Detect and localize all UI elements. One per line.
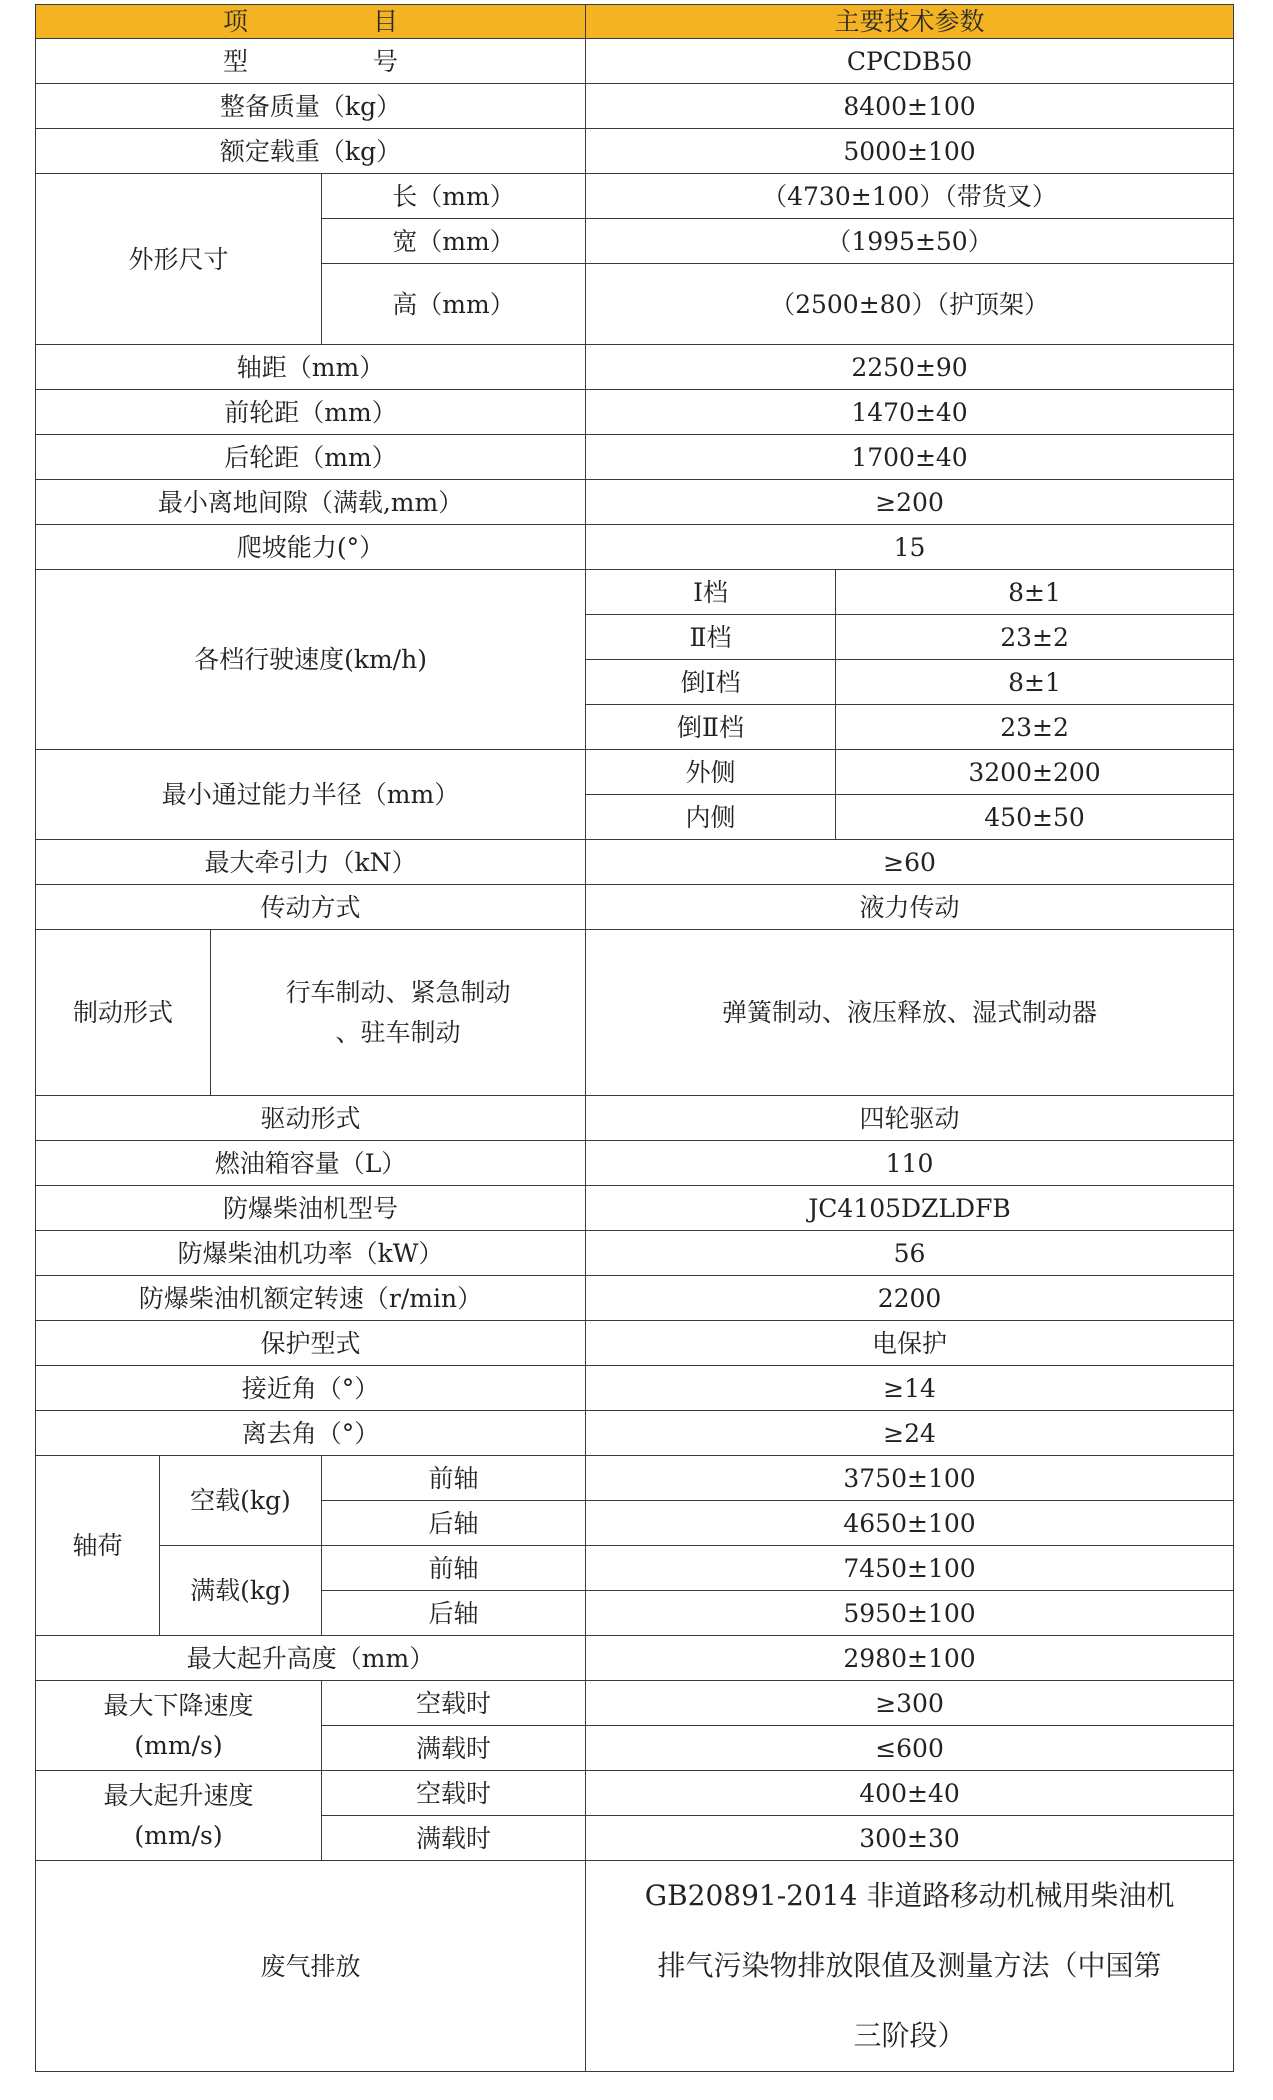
traction-value: ≥60	[586, 840, 1234, 885]
gradeability-label: 爬坡能力(°）	[36, 525, 586, 570]
clearance-label: 最小离地间隙（满载,mm）	[36, 480, 586, 525]
brake-label: 制动形式	[36, 930, 211, 1096]
lower-speed-label-line1: 最大下降速度	[103, 1690, 254, 1720]
spec-table	[35, 4, 1234, 2072]
length-label: 长（mm）	[322, 174, 586, 219]
front-track-value: 1470±40	[586, 390, 1234, 435]
axle-empty-rear-value: 4650±100	[586, 1501, 1234, 1546]
lift-speed-label-line1: 最大起升速度	[103, 1780, 254, 1810]
approach-label: 接近角（°）	[36, 1366, 586, 1411]
gear1-value: 8±1	[836, 570, 1234, 615]
dims-label: 外形尺寸	[36, 174, 322, 345]
lift-height-label: 最大起升高度（mm）	[36, 1636, 586, 1681]
lift-speed-label-line2: (mm/s)	[134, 1820, 223, 1850]
front-track-label: 前轮距（mm）	[36, 390, 586, 435]
drive-label: 驱动形式	[36, 1096, 586, 1141]
emission-line3: 三阶段）	[853, 2019, 966, 2052]
lower-empty-value: ≥300	[586, 1681, 1234, 1726]
radius-label: 最小通过能力半径（mm）	[36, 750, 586, 840]
reverse1-label: 倒Ⅰ档	[586, 660, 836, 705]
fuel-value: 110	[586, 1141, 1234, 1186]
lift-height-value: 2980±100	[586, 1636, 1234, 1681]
departure-label: 离去角（°）	[36, 1411, 586, 1456]
lift-empty-value: 400±40	[586, 1771, 1234, 1816]
model-label: 型 号	[36, 39, 586, 84]
axle-full-front-value: 7450±100	[586, 1546, 1234, 1591]
model-value: CPCDB50	[586, 39, 1234, 84]
lift-empty-label: 空载时	[322, 1771, 586, 1816]
lower-full-label: 满载时	[322, 1726, 586, 1771]
engine-power-label: 防爆柴油机功率（kW）	[36, 1231, 586, 1276]
speed-label: 各档行驶速度(km/h)	[36, 570, 586, 750]
brake-sub-line1: 行车制动、紧急制动	[285, 977, 511, 1007]
load-label: 额定载重（kg）	[36, 129, 586, 174]
axle-empty-rear-label: 后轴	[322, 1501, 586, 1546]
brake-sub-line2: 、驻车制动	[335, 1017, 461, 1047]
height-label: 高（mm）	[322, 264, 586, 345]
wheelbase-label: 轴距（mm）	[36, 345, 586, 390]
lower-empty-label: 空载时	[322, 1681, 586, 1726]
engine-speed-value: 2200	[586, 1276, 1234, 1321]
brake-value: 弹簧制动、液压释放、湿式制动器	[586, 930, 1234, 1096]
drive-value: 四轮驱动	[586, 1096, 1234, 1141]
mass-value: 8400±100	[586, 84, 1234, 129]
lift-full-label: 满载时	[322, 1816, 586, 1861]
lower-full-value: ≤600	[586, 1726, 1234, 1771]
axle-full-label: 满载(kg)	[160, 1546, 322, 1636]
axle-full-front-label: 前轴	[322, 1546, 586, 1591]
engine-model-label: 防爆柴油机型号	[36, 1186, 586, 1231]
engine-model-value: JC4105DZLDFB	[586, 1186, 1234, 1231]
axle-full-rear-label: 后轴	[322, 1591, 586, 1636]
lower-speed-label	[36, 1681, 322, 1771]
axle-empty-front-value: 3750±100	[586, 1456, 1234, 1501]
lift-full-value: 300±30	[586, 1816, 1234, 1861]
emission-line2: 排气污染物排放限值及测量方法（中国第	[657, 1949, 1162, 1982]
approach-value: ≥14	[586, 1366, 1234, 1411]
radius-outer-label: 外侧	[586, 750, 836, 795]
axle-label: 轴荷	[36, 1456, 160, 1636]
engine-speed-label: 防爆柴油机额定转速（r/min）	[36, 1276, 586, 1321]
lower-speed-label-line2: (mm/s)	[134, 1730, 223, 1760]
wheelbase-value: 2250±90	[586, 345, 1234, 390]
header-param: 主要技术参数	[586, 5, 1234, 39]
gear2-label: Ⅱ档	[586, 615, 836, 660]
traction-label: 最大牵引力（kN）	[36, 840, 586, 885]
gear2-value: 23±2	[836, 615, 1234, 660]
length-value: （4730±100）（带货叉）	[586, 174, 1234, 219]
reverse2-label: 倒Ⅱ档	[586, 705, 836, 750]
lift-speed-label	[36, 1771, 322, 1861]
engine-power-value: 56	[586, 1231, 1234, 1276]
protection-label: 保护型式	[36, 1321, 586, 1366]
rear-track-label: 后轮距（mm）	[36, 435, 586, 480]
transmission-label: 传动方式	[36, 885, 586, 930]
clearance-value: ≥200	[586, 480, 1234, 525]
width-label: 宽（mm）	[322, 219, 586, 264]
axle-empty-front-label: 前轴	[322, 1456, 586, 1501]
gradeability-value: 15	[586, 525, 1234, 570]
axle-empty-label: 空载(kg)	[160, 1456, 322, 1546]
radius-inner-value: 450±50	[836, 795, 1234, 840]
height-value: （2500±80）（护顶架）	[586, 264, 1234, 345]
protection-value: 电保护	[586, 1321, 1234, 1366]
emission-label: 废气排放	[36, 1861, 586, 2072]
emission-value	[586, 1861, 1234, 2072]
radius-inner-label: 内侧	[586, 795, 836, 840]
departure-value: ≥24	[586, 1411, 1234, 1456]
axle-full-rear-value: 5950±100	[586, 1591, 1234, 1636]
transmission-value: 液力传动	[586, 885, 1234, 930]
header-item: 项 目	[36, 5, 586, 39]
reverse2-value: 23±2	[836, 705, 1234, 750]
reverse1-value: 8±1	[836, 660, 1234, 705]
emission-line1: GB20891-2014 非道路移动机械用柴油机	[644, 1879, 1175, 1912]
rear-track-value: 1700±40	[586, 435, 1234, 480]
brake-sub-label	[211, 930, 586, 1096]
mass-label: 整备质量（kg）	[36, 84, 586, 129]
gear1-label: Ⅰ档	[586, 570, 836, 615]
width-value: （1995±50）	[586, 219, 1234, 264]
load-value: 5000±100	[586, 129, 1234, 174]
radius-outer-value: 3200±200	[836, 750, 1234, 795]
fuel-label: 燃油箱容量（L）	[36, 1141, 586, 1186]
